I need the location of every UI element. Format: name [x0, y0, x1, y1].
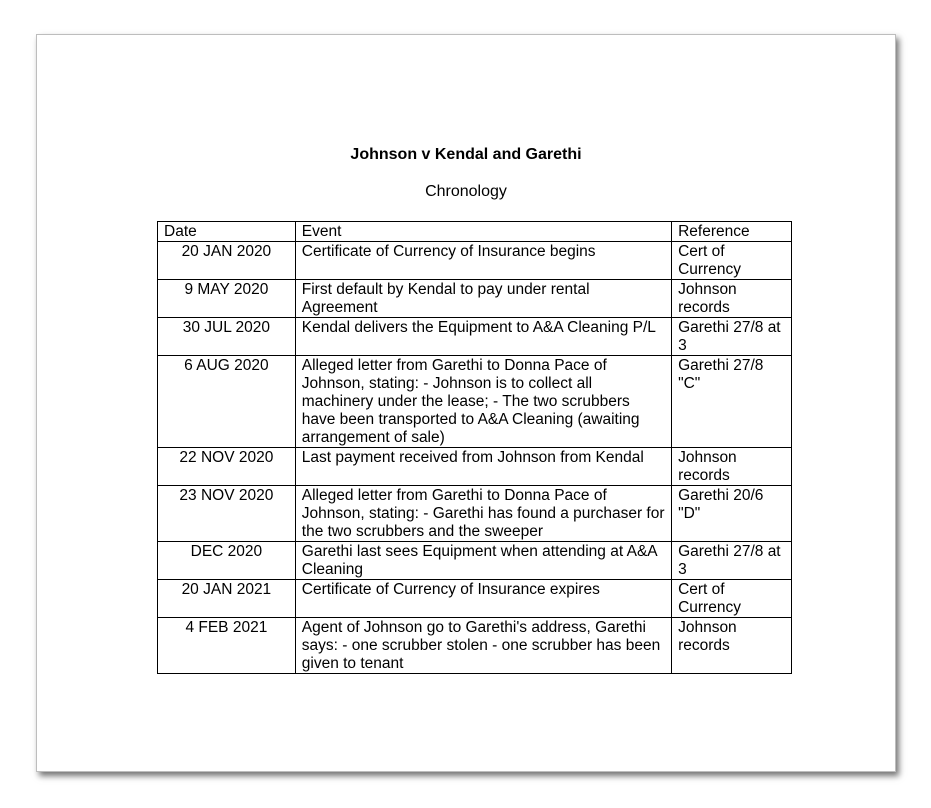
column-header-reference: Reference	[672, 222, 792, 242]
row-event: Certificate of Currency of Insurance begins	[295, 242, 671, 280]
row-date: 30 JUL 2020	[158, 318, 296, 356]
row-reference: Cert of Currency	[672, 580, 792, 618]
row-event: Kendal delivers the Equipment to A&A Cleaning P/L	[295, 318, 671, 356]
row-event: Alleged letter from Garethi to Donna Pace of Johnson, stating: - Garethi has found a purchaser for the two scrubbers and the sweeper	[295, 486, 671, 542]
row-reference: Garethi 27/8 "C"	[672, 356, 792, 448]
table-row	[158, 580, 792, 618]
row-reference: Johnson records	[672, 448, 792, 486]
chronology-table	[157, 221, 792, 674]
row-event: Garethi last sees Equipment when attending at A&A Cleaning	[295, 542, 671, 580]
row-event: Agent of Johnson go to Garethi's address, Garethi says: - one scrubber stolen - one scrubber has been given to tenant	[295, 618, 671, 674]
table-row	[158, 242, 792, 280]
row-date: 23 NOV 2020	[158, 486, 296, 542]
document-page	[36, 34, 896, 772]
row-date: 9 MAY 2020	[158, 280, 296, 318]
row-reference: Garethi 20/6 "D"	[672, 486, 792, 542]
row-event: Last payment received from Johnson from Kendal	[295, 448, 671, 486]
table-row	[158, 486, 792, 542]
table-row	[158, 280, 792, 318]
row-event: Alleged letter from Garethi to Donna Pace of Johnson, stating: - Johnson is to collect all machinery under the lease; - The two scrubbers have been transported to A&A Cleaning (awaiting arrangement of sale)	[295, 356, 671, 448]
column-header-date: Date	[158, 222, 296, 242]
row-date: 4 FEB 2021	[158, 618, 296, 674]
row-reference: Johnson records	[672, 280, 792, 318]
table-row	[158, 318, 792, 356]
row-reference: Cert of Currency	[672, 242, 792, 280]
row-date: DEC 2020	[158, 542, 296, 580]
row-date: 20 JAN 2021	[158, 580, 296, 618]
row-event: First default by Kendal to pay under rental Agreement	[295, 280, 671, 318]
table-row	[158, 542, 792, 580]
row-date: 20 JAN 2020	[158, 242, 296, 280]
row-event: Certificate of Currency of Insurance expires	[295, 580, 671, 618]
table-row	[158, 618, 792, 674]
row-date: 6 AUG 2020	[158, 356, 296, 448]
table-row	[158, 448, 792, 486]
document-title: Johnson v Kendal and Garethi	[350, 146, 582, 163]
row-reference: Johnson records	[672, 618, 792, 674]
document-subtitle: Chronology	[425, 183, 507, 200]
row-reference: Garethi 27/8 at 3	[672, 542, 792, 580]
table-row	[158, 356, 792, 448]
table-header-row	[158, 222, 792, 242]
row-reference: Garethi 27/8 at 3	[672, 318, 792, 356]
column-header-event: Event	[295, 222, 671, 242]
row-date: 22 NOV 2020	[158, 448, 296, 486]
